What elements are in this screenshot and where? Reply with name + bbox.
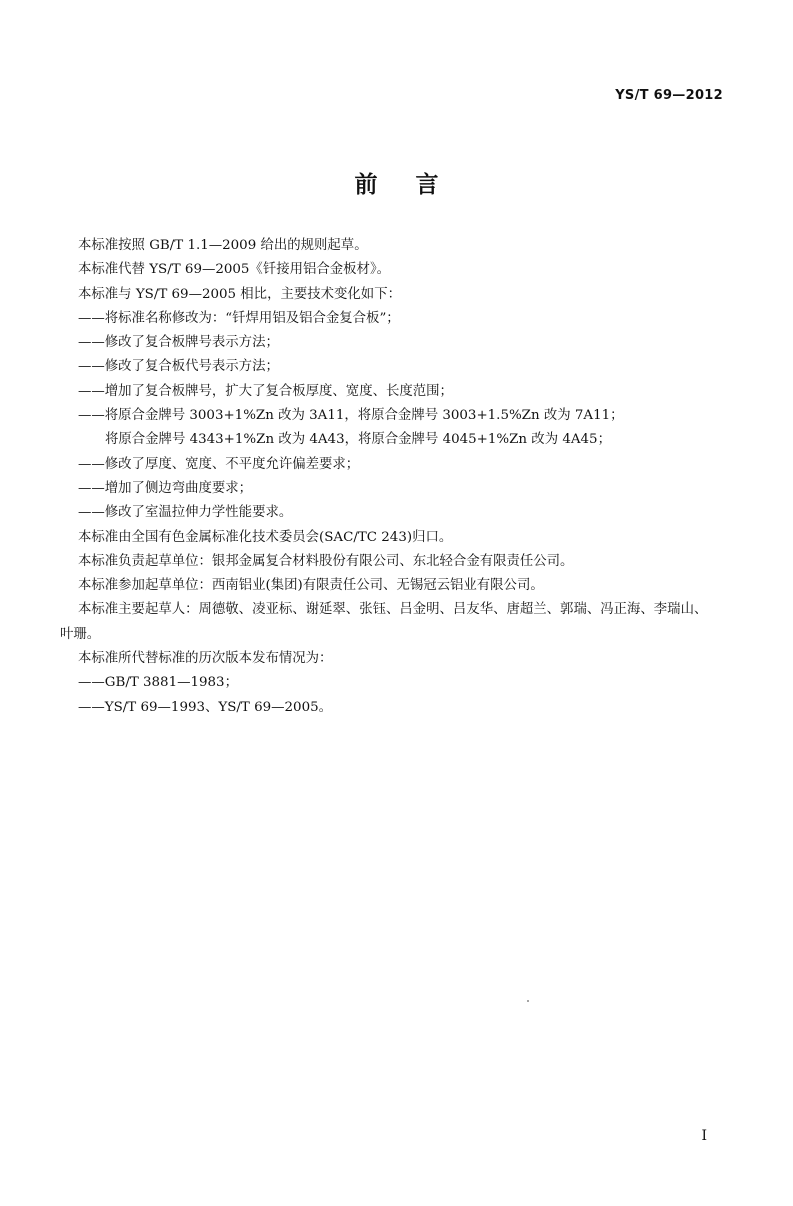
- page-number: I: [701, 1128, 707, 1144]
- scan-speck: [527, 1000, 529, 1002]
- change-item-1: ——将标准名称修改为：“钎焊用铝及铝合金复合板”；: [78, 310, 400, 326]
- paragraph-participating-drafters: 本标准参加起草单位：西南铝业(集团)有限责任公司、无锡冠云铝业有限公司。: [78, 578, 544, 594]
- paragraph-1: 本标准按照 GB/T 1.1—2009 给出的规则起草。: [78, 238, 368, 253]
- paragraph-committee: 本标准由全国有色金属标准化技术委员会(SAC/TC 243)归口。: [78, 529, 453, 545]
- change-item-7: ——增加了侧边弯曲度要求；: [78, 480, 253, 496]
- paragraph-2: 本标准代替 YS/T 69—2005《钎接用铝合金板材》。: [78, 262, 391, 278]
- change-item-8: ——修改了室温拉伸力学性能要求。: [78, 505, 293, 521]
- paragraph-main-drafters-continued: 叶珊。: [60, 626, 101, 642]
- foreword-body: [60, 234, 728, 720]
- paragraph-main-drafters: 本标准主要起草人：周德敬、凌亚标、谢延翠、张钰、吕金明、吕友华、唐超兰、郭瑞、冯正海、李瑞山、: [78, 602, 708, 618]
- change-item-6: ——修改了厚度、宽度、不平度允许偏差要求；: [78, 456, 360, 472]
- history-item-1: ——GB/T 3881—1983；: [78, 675, 238, 691]
- change-item-3: ——修改了复合板代号表示方法；: [78, 359, 279, 375]
- change-item-5: ——将原合金牌号 3003+1%Zn 改为 3A11，将原合金牌号 3003+1.5%Zn 改为 7A11；: [78, 408, 624, 424]
- standard-code: YS/T 69—2012: [615, 88, 723, 103]
- page-title: 前言: [354, 172, 477, 198]
- paragraph-3: 本标准与 YS/T 69—2005 相比，主要技术变化如下：: [78, 286, 401, 302]
- history-item-2: ——YS/T 69—1993、YS/T 69—2005。: [78, 699, 333, 715]
- paragraph-history: 本标准所代替标准的历次版本发布情况为：: [78, 651, 333, 667]
- paragraph-lead-drafters: 本标准负责起草单位：银邦金属复合材料股份有限公司、东北轻合金有限责任公司。: [78, 553, 574, 569]
- change-item-5-continued: 将原合金牌号 4343+1%Zn 改为 4A43，将原合金牌号 4045+1%Zn 改为 4A45；: [105, 432, 611, 448]
- change-item-2: ——修改了复合板牌号表示方法；: [78, 335, 279, 351]
- change-item-4: ——增加了复合板牌号，扩大了复合板厚度、宽度、长度范围；: [78, 383, 453, 399]
